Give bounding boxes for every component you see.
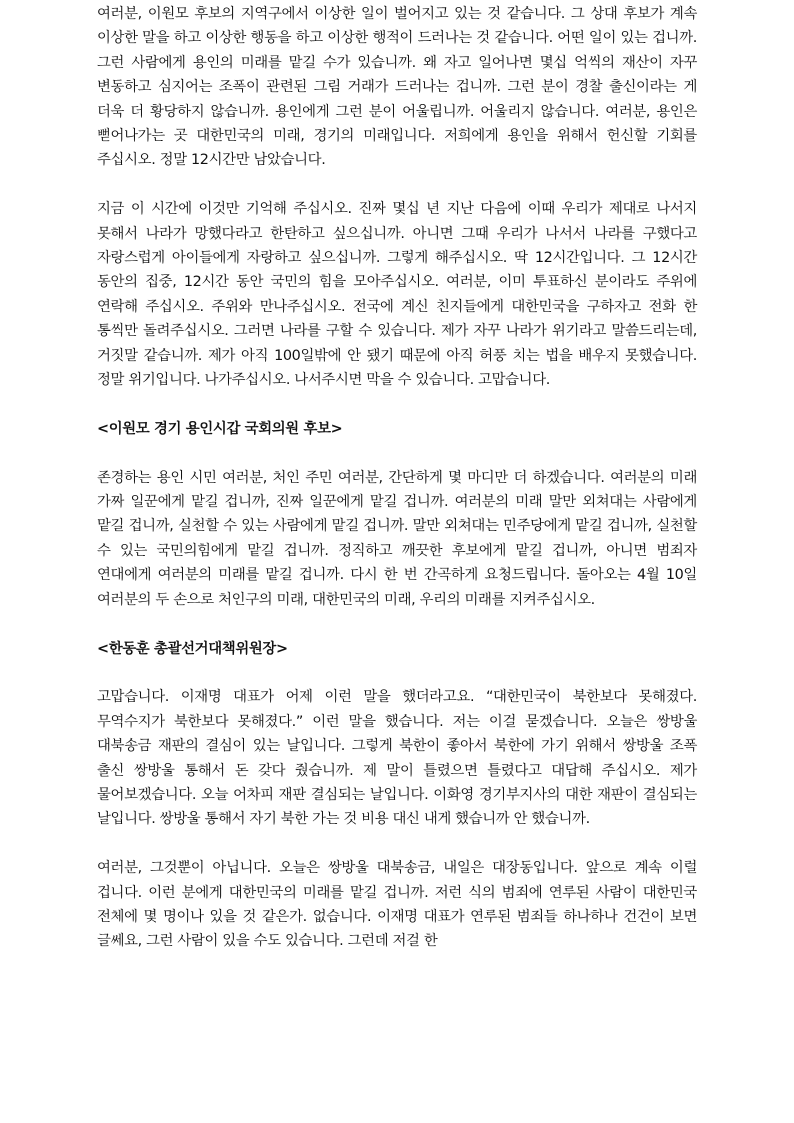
paragraph-appeal: 지금 이 시간에 이것만 기억해 주십시오. 진짜 몇십 년 지난 다음에 이때 우리가 제대로 나서지 못해서 나라가 망했다라고 한탄하고 싶으십니까. 아니면 그때 우리가 나서서 나라를 구했다고 자랑스럽게 아이들에게 자랑하고 싶으십니까. 그렇게 해주십시오. 딱 12시간입니다. 그 12시간 동안의 집중, 12시간 동안 국민의 힘을 모아주십시오. 여러분, 이미 투표하신 분이라도 주위에 연락해 주십시오. 주위와 만나주십시오. 전국에 계신 친지들에게 대한민국을 구하자고 전화 한 통씩만 돌려주십시오. 그러면 나라를 구할 수 있습니다. 제가 자꾸 나라가 위기라고 말씀드리는데, 거짓말 같습니까. 제가 아직 100일밖에 안 됐기 때문에 아직 허풍 치는 법을 배우지 못했습니다. 정말 위기입니다. 나가주십시오. 나서주시면 막을 수 있습니다. 고맙습니다. <box>97 201 697 389</box>
document-page <box>97 0 697 978</box>
paragraph-lee-wonmo-speech: 존경하는 용인 시민 여러분, 처인 주민 여러분, 간단하게 몇 마디만 더 하겠습니다. 여러분의 미래 가짜 일꾼에게 맡길 겁니까, 진짜 일꾼에게 맡길 겁니까. 여러분의 미래 말만 외쳐대는 사람에게 맡길 겁니까, 실천할 수 있는 사람에게 맡길 겁니까. 말만 외쳐대는 민주당에게 맡길 겁니까, 실천할 수 있는 국민의힘에게 맡길 겁니까. 정직하고 깨끗한 후보에게 맡길 겁니까, 아니면 범죄자 연대에게 여러분의 미래를 맡길 겁니까. 다시 한 번 간곡하게 요청드립니다. 돌아오는 4월 10일 여러분의 두 손으로 처인구의 미래, 대한민국의 미래, 우리의 미래를 지켜주십시오. <box>97 469 697 608</box>
paragraph-han-speech-1: 고맙습니다. 이재명 대표가 어제 이런 말을 했더라고요. “대한민국이 북한보다 못해졌다. 무역수지가 북한보다 못해졌다.” 이런 말을 했습니다. 저는 이걸 묻겠습니다. 오늘은 쌍방울 대북송금 재판의 결심이 있는 날입니다. 그렇게 북한이 좋아서 북한에 가기 위해서 쌍방울 조폭 출신 쌍방울 통해서 돈 갖다 줬습니까. 제 말이 틀렸으면 틀렸다고 대답해 주십시오. 제가 물어보겠습니다. 오늘 어차피 재판 결심되는 날입니다. 이화영 경기부지사의 대한 재판이 결심되는 날입니다. 쌍방울 통해서 자기 북한 가는 것 비용 대신 내게 했습니까 안 했습니까. <box>97 689 697 828</box>
speaker-heading-han-donghoon: <한동훈 총괄선거대책위원장> <box>97 640 288 657</box>
speaker-heading-lee-wonmo: <이원모 경기 용인시갑 국회의원 후보> <box>97 420 343 437</box>
paragraph-intro: 여러분, 이원모 후보의 지역구에서 이상한 일이 벌어지고 있는 것 같습니다. 그 상대 후보가 계속 이상한 말을 하고 이상한 행동을 하고 이상한 행적이 드러나는 것 같습니다. 어떤 일이 있는 겁니까. 그런 사람에게 용인의 미래를 맡길 수가 있습니까. 왜 자고 일어나면 몇십 억씩의 재산이 자꾸 변동하고 심지어는 조폭이 관련된 그림 거래가 드러나는 겁니까. 그런 분이 경찰 출신이라는 게 더욱 더 황당하지 않습니까. 용인에게 그런 분이 어울립니까. 어울리지 않습니다. 여러분, 용인은 뻗어나가는 곳 대한민국의 미래, 경기의 미래입니다. 저희에게 용인을 위해서 헌신할 기회를 주십시오. 정말 12시간만 남았습니다. <box>97 6 697 169</box>
paragraph-han-speech-2: 여러분, 그것뿐이 아닙니다. 오늘은 쌍방울 대북송금, 내일은 대장동입니다. 앞으로 계속 이럴 겁니다. 이런 분에게 대한민국의 미래를 맡길 겁니까. 저런 식의 범죄에 연루된 사람이 대한민국 전체에 몇 명이나 있을 것 같은가. 없습니다. 이재명 대표가 연루된 범죄들 하나하나 건건이 보면 글쎄요, 그런 사람이 있을 수도 있습니다. 그런데 저걸 한 <box>97 860 697 950</box>
